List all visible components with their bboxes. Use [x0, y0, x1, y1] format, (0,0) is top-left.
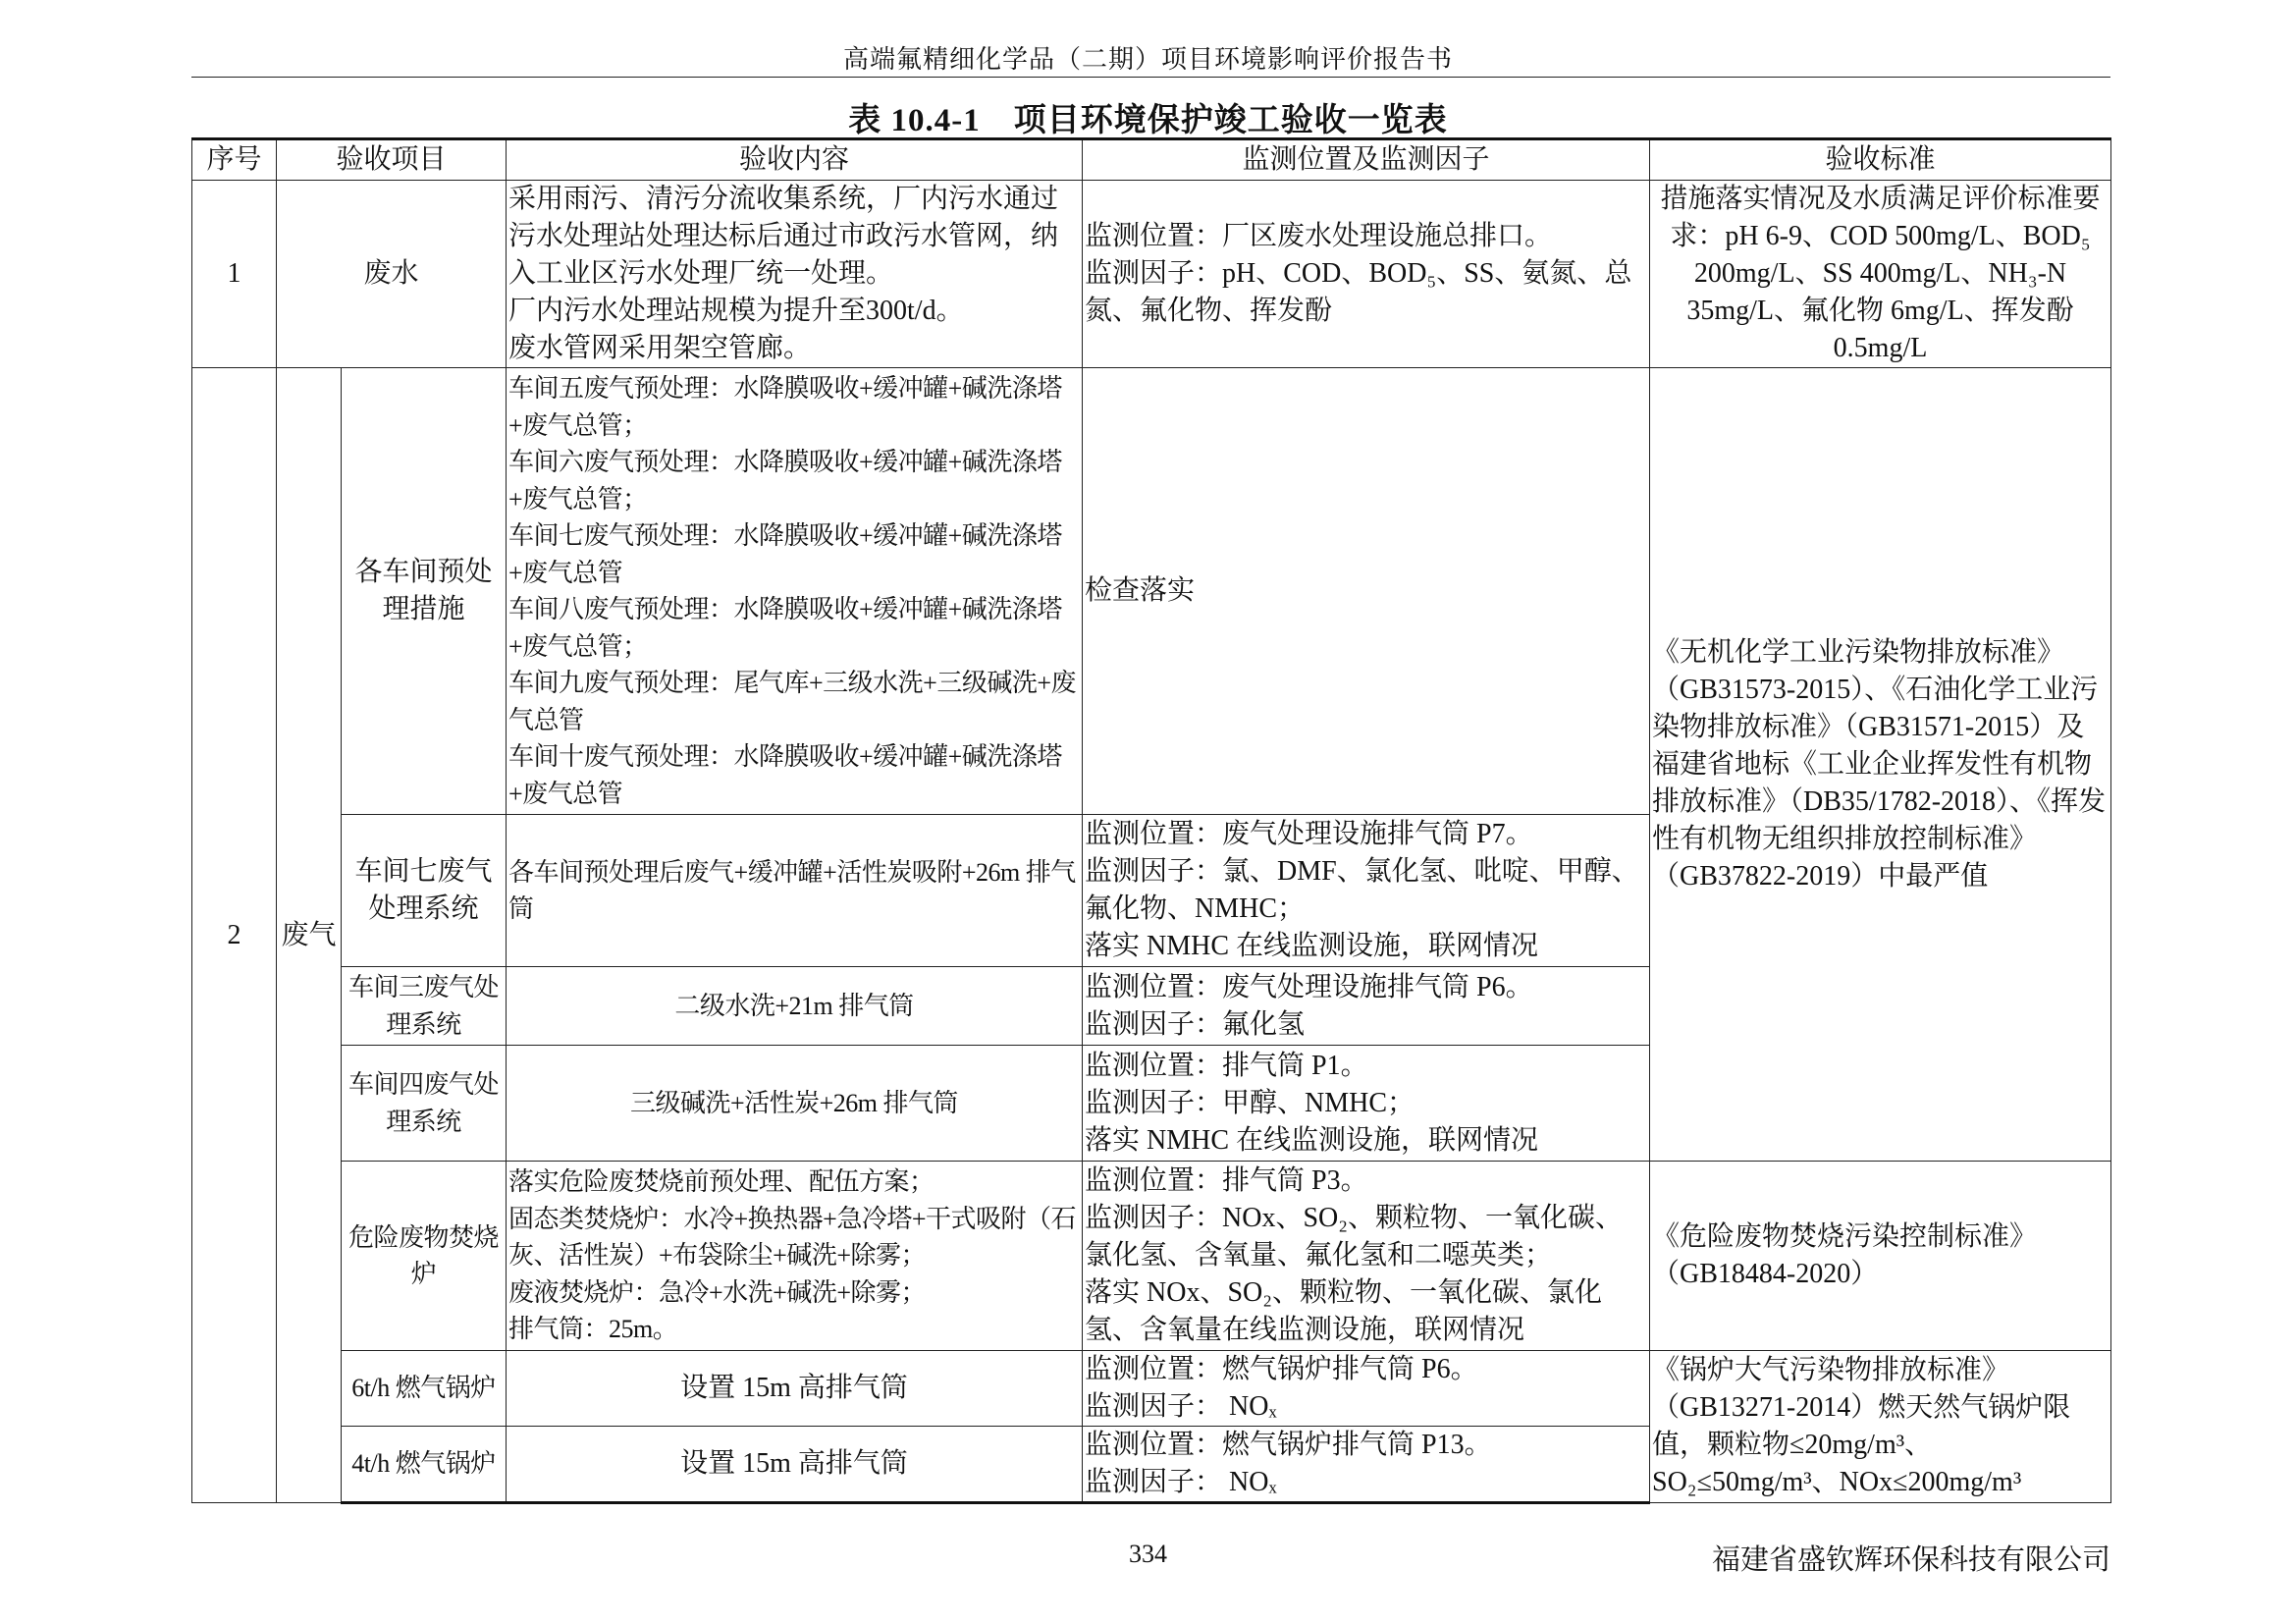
waste-gas-standard: 《无机化学工业污染物排放标准》（GB31573-2015）、《石油化学工业污染物排放标准》（GB31571-2015）及福建省地标《工业企业挥发性有机物排放标准》（DB35/1782-2018）、《挥发性有机物无组织排放控制标准》（GB37822-2019）中最严值 — [1650, 368, 2111, 1162]
sub-item-pretreatment: 各车间预处理措施 — [342, 368, 507, 815]
sub-item-incinerator: 危险废物焚烧炉 — [342, 1162, 507, 1351]
pretreatment-monitoring: 检查落实 — [1083, 368, 1650, 815]
boiler-6t-content: 设置 15m 高排气筒 — [507, 1351, 1083, 1427]
row-content: 采用雨污、清污分流收集系统，厂内污水通过污水处理站处理达标后通过市政污水管网，纳入工业区污水处理厂统一处理。 厂内污水处理站规模为提升至300t/d。 废水管网采用架空管廊。 — [507, 181, 1083, 368]
boiler-standard: 《锅炉大气污染物排放标准》（GB13271-2014）燃天然气锅炉限值，颗粒物≤20mg/m³、SO₂≤50mg/m³、NOx≤200mg/m³ — [1650, 1351, 2111, 1503]
incinerator-standard: 《危险废物焚烧污染控制标准》（GB18484-2020） — [1650, 1162, 2111, 1351]
row-no: 1 — [192, 181, 277, 368]
table-header-row — [192, 139, 2111, 181]
workshop3-content: 二级水洗+21m 排气筒 — [507, 967, 1083, 1046]
header-divider — [191, 77, 2110, 78]
row-no: 2 — [192, 368, 277, 1503]
sub-item-boiler-6t: 6t/h 燃气锅炉 — [342, 1351, 507, 1427]
boiler-4t-content: 设置 15m 高排气筒 — [507, 1427, 1083, 1503]
row-monitoring: 监测位置：厂区废水处理设施总排口。 监测因子：pH、COD、BOD₅、SS、氨氮、总氮、氟化物、挥发酚 — [1083, 181, 1650, 368]
workshop7-content: 各车间预处理后废气+缓冲罐+活性炭吸附+26m 排气筒 — [507, 815, 1083, 967]
header-monitoring: 监测位置及监测因子 — [1083, 139, 1650, 181]
header-item: 验收项目 — [277, 139, 507, 181]
row-item: 废水 — [277, 181, 507, 368]
incinerator-monitoring: 监测位置：排气筒 P3。 监测因子：NOx、SO₂、颗粒物、一氧化碳、氯化氢、含氧量、氟化氢和二噁英类； 落实 NOx、SO₂、颗粒物、一氧化碳、氯化氢、含氧量在线监测设施，联网情况 — [1083, 1162, 1650, 1351]
pretreatment-content: 车间五废气预处理：水降膜吸收+缓冲罐+碱洗涤塔+废气总管； 车间六废气预处理：水降膜吸收+缓冲罐+碱洗涤塔+废气总管； 车间七废气预处理：水降膜吸收+缓冲罐+碱洗涤塔+废气总管 车间八废气预处理：水降膜吸收+缓冲罐+碱洗涤塔+废气总管； 车间九废气预处理：尾气库+三级水洗+三级碱洗+废气总管 车间十废气预处理：水降膜吸收+缓冲罐+碱洗涤塔+废气总管 — [507, 368, 1083, 815]
header-no: 序号 — [192, 139, 277, 181]
report-header-title: 高端氟精细化学品（二期）项目环境影响评价报告书 — [842, 45, 1453, 74]
sub-item-workshop4: 车间四废气处理系统 — [342, 1046, 507, 1162]
table-row-pretreatment — [192, 368, 2111, 815]
sub-item-workshop3: 车间三废气处理系统 — [342, 967, 507, 1046]
incinerator-content: 落实危险废焚烧前预处理、配伍方案； 固态类焚烧炉：水冷+换热器+急冷塔+干式吸附（石灰、活性炭）+布袋除尘+碱洗+除雾； 废液焚烧炉：急冷+水洗+碱洗+除雾； 排气筒：25m。 — [507, 1162, 1083, 1351]
table-row-wastewater — [192, 181, 2111, 368]
header-content: 验收内容 — [507, 139, 1083, 181]
workshop4-monitoring: 监测位置：排气筒 P1。 监测因子：甲醇、NMHC； 落实 NMHC 在线监测设施，联网情况 — [1083, 1046, 1650, 1162]
sub-item-boiler-4t: 4t/h 燃气锅炉 — [342, 1427, 507, 1503]
row-standard: 措施落实情况及水质满足评价标准要求：pH 6-9、COD 500mg/L、BOD₅ 200mg/L、SS 400mg/L、NH₃-N 35mg/L、氟化物 6mg/L、挥发酚 0.5mg/L — [1650, 181, 2111, 368]
table-caption: 表 10.4-1 项目环境保护竣工验收一览表 — [848, 103, 1448, 138]
workshop3-monitoring: 监测位置：废气处理设施排气筒 P6。 监测因子：氟化氢 — [1083, 967, 1650, 1046]
acceptance-table — [191, 137, 2111, 1504]
workshop7-monitoring: 监测位置：废气处理设施排气筒 P7。 监测因子：氯、DMF、氯化氢、吡啶、甲醇、氟化物、NMHC； 落实 NMHC 在线监测设施，联网情况 — [1083, 815, 1650, 967]
table-row-boiler-6t — [192, 1351, 2111, 1427]
boiler-4t-monitoring: 监测位置：燃气锅炉排气筒 P13。 监测因子： NOₓ — [1083, 1427, 1650, 1503]
row-item-waste-gas: 废气 — [277, 368, 342, 1503]
boiler-6t-monitoring: 监测位置：燃气锅炉排气筒 P6。 监测因子： NOₓ — [1083, 1351, 1650, 1427]
table-row-incinerator — [192, 1162, 2111, 1351]
company-name: 福建省盛钦辉环保科技有限公司 — [1711, 1542, 2110, 1576]
header-standard: 验收标准 — [1650, 139, 2111, 181]
sub-item-workshop7: 车间七废气处理系统 — [342, 815, 507, 967]
page-number: 334 — [1129, 1540, 1167, 1568]
workshop4-content: 三级碱洗+活性炭+26m 排气筒 — [507, 1046, 1083, 1162]
